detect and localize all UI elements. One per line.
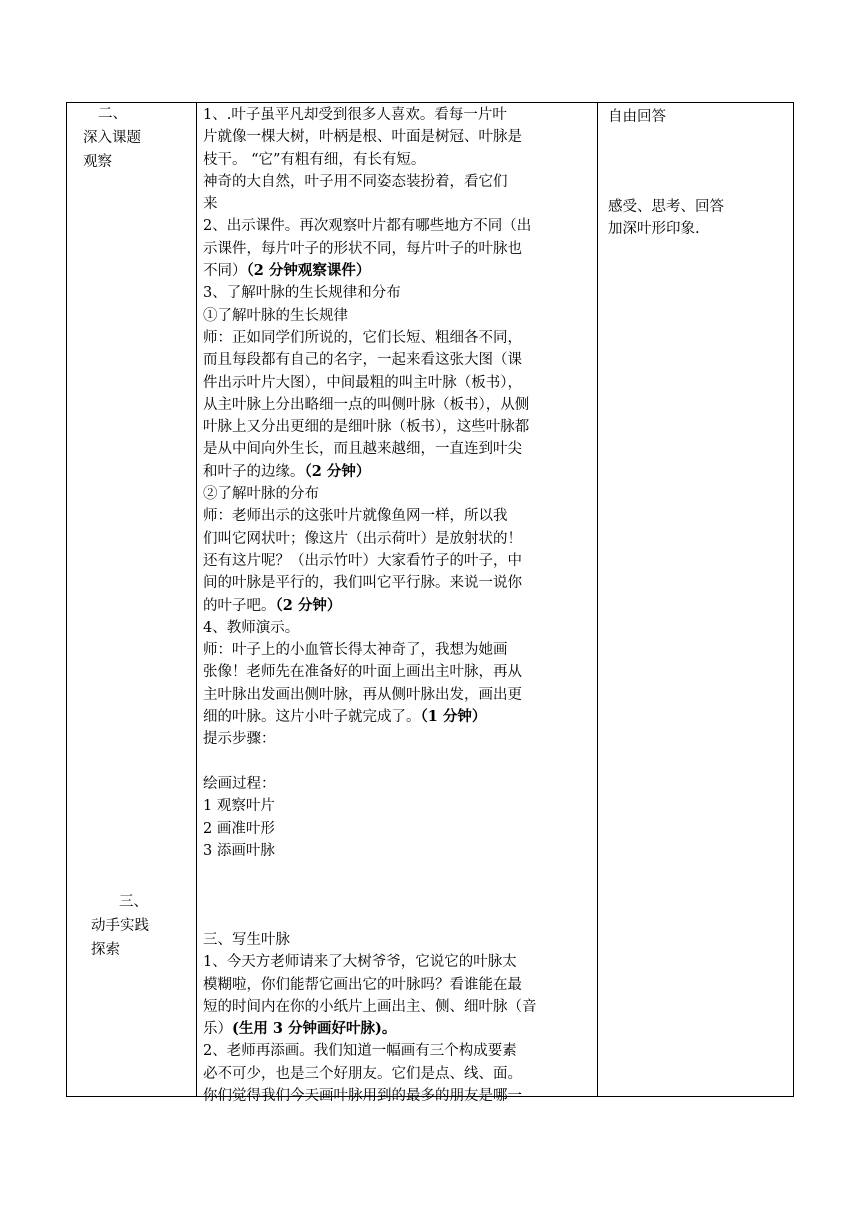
text-line-part: 和叶子的边缘。 bbox=[203, 463, 305, 480]
text-line: 是从中间向外生长，而且越来越细，一直连到叶尖 bbox=[203, 441, 522, 458]
time-note: （1 分钟） bbox=[420, 708, 487, 726]
text-line bbox=[203, 862, 591, 884]
text-line: 神奇的大自然，叶子用不同姿态装扮着，看它们 bbox=[203, 173, 508, 190]
lesson-plan-table bbox=[66, 102, 794, 1105]
text-line-part: 不同） bbox=[203, 263, 247, 280]
text-line: 而且每段都有自己的名字，一起来看这张大图（课 bbox=[203, 352, 522, 369]
section-observe-number: 二、 bbox=[98, 106, 127, 122]
text-line: 2 画准叶形 bbox=[203, 820, 275, 837]
text-line: 示课件，每片叶子的形状不同，每片叶子的叶脉也 bbox=[203, 240, 522, 257]
text-line: 模糊啦，你们能帮它画出它的叶脉吗？看谁能在最 bbox=[203, 976, 522, 993]
teacher-activity-column bbox=[197, 103, 595, 1105]
text-line: 从主叶脉上分出略细一点的叫侧叶脉（板书），从侧 bbox=[203, 396, 530, 413]
text-line-part: 的叶子吧。 bbox=[203, 597, 276, 614]
text-line: 三、写生叶脉 bbox=[203, 931, 290, 948]
text-line: 1、.叶子虽平凡却受到很多人喜欢。看每一片叶 bbox=[203, 107, 507, 123]
text-line bbox=[203, 706, 591, 728]
text-line: 1、今天方老师请来了大树爷爷，它说它的叶脉太 bbox=[203, 954, 517, 971]
student-response-1: 自由回答 bbox=[608, 109, 666, 125]
student-response-2-line-1: 感受、思考、回答 bbox=[608, 199, 724, 215]
time-note: （2 分钟） bbox=[275, 596, 342, 614]
text-line bbox=[203, 461, 591, 483]
text-line: 2、老师再添画。我们知道一幅画有三个构成要素 bbox=[203, 1043, 517, 1060]
text-line: 主叶脉出发画出侧叶脉，再从侧叶脉出发，画出更 bbox=[203, 686, 522, 703]
text-line bbox=[203, 751, 591, 773]
text-line bbox=[203, 260, 591, 282]
text-line bbox=[203, 884, 591, 906]
text-line: 件出示叶片大图），中间最粗的叫主叶脉（板书）， bbox=[203, 374, 522, 391]
text-line: 你们觉得我们今天画叶脉用到的最多的朋友是哪一 bbox=[203, 1088, 522, 1105]
section-column bbox=[67, 103, 196, 1096]
text-line: ②了解叶脉的分布 bbox=[203, 486, 319, 503]
text-line-part: 乐） bbox=[203, 1021, 232, 1038]
text-line: 还有这片呢？（出示竹叶）大家看竹子的叶子，中 bbox=[203, 552, 522, 569]
student-response-2-line-2: 加深叶形印象. bbox=[608, 221, 700, 237]
text-line bbox=[203, 907, 591, 929]
section-observe-title-2: 观察 bbox=[83, 154, 112, 170]
text-line: 提示步骤： bbox=[203, 731, 276, 748]
text-line: 来 bbox=[203, 196, 218, 213]
text-line: 1 观察叶片 bbox=[203, 798, 275, 815]
time-note: （2 分钟） bbox=[304, 462, 371, 480]
section-practice-title-1: 动手实践 bbox=[91, 918, 149, 934]
text-line bbox=[203, 1018, 591, 1040]
student-activity-column bbox=[598, 103, 794, 1096]
activity-text bbox=[203, 104, 591, 1107]
text-line: 必不可少，也是三个好朋友。它们是点、线、面。 bbox=[203, 1065, 522, 1082]
text-line: 间的叶脉是平行的，我们叫它平行脉。来说一说你 bbox=[203, 575, 522, 592]
text-line bbox=[203, 595, 591, 617]
text-line-part: 细的叶脉。这片小叶子就完成了。 bbox=[203, 709, 421, 726]
text-line: 片就像一棵大树，叶柄是根、叶面是树冠、叶脉是 bbox=[203, 129, 522, 146]
text-line: 师：叶子上的小血管长得太神奇了，我想为她画 bbox=[203, 642, 508, 659]
text-line: 师：老师出示的这张叶片就像鱼网一样，所以我 bbox=[203, 508, 508, 525]
section-practice-number: 三、 bbox=[119, 894, 148, 910]
text-line: 枝干。 “它”有粗有细，有长有短。 bbox=[203, 151, 426, 168]
section-observe-title-1: 深入课题 bbox=[83, 130, 141, 146]
text-line: 们叫它网状叶；像这片（出示荷叶）是放射状的！ bbox=[203, 530, 522, 547]
text-line: 短的时间内在你的小纸片上画出主、侧、细叶脉（音 bbox=[203, 998, 537, 1015]
time-note: (生用 3 分钟画好叶脉)。 bbox=[232, 1020, 397, 1038]
text-line: ①了解叶脉的生长规律 bbox=[203, 307, 348, 324]
text-line: 张像！老师先在准备好的叶面上画出主叶脉，再从 bbox=[203, 664, 522, 681]
text-line: 叶脉上又分出更细的是细叶脉（板书），这些叶脉都 bbox=[203, 419, 530, 436]
text-line: 绘画过程： bbox=[203, 775, 276, 792]
time-note: （2 分钟观察课件） bbox=[246, 262, 371, 280]
text-line: 2、出示课件。再次观察叶片都有哪些地方不同（出 bbox=[203, 218, 532, 235]
text-line: 3、了解叶脉的生长规律和分布 bbox=[203, 285, 401, 302]
text-line: 师：正如同学们所说的，它们长短、粗细各不同， bbox=[203, 329, 522, 346]
section-practice-title-2: 探索 bbox=[91, 942, 120, 958]
text-line: 4、教师演示。 bbox=[203, 619, 300, 636]
text-line: 3 添画叶脉 bbox=[203, 842, 275, 859]
